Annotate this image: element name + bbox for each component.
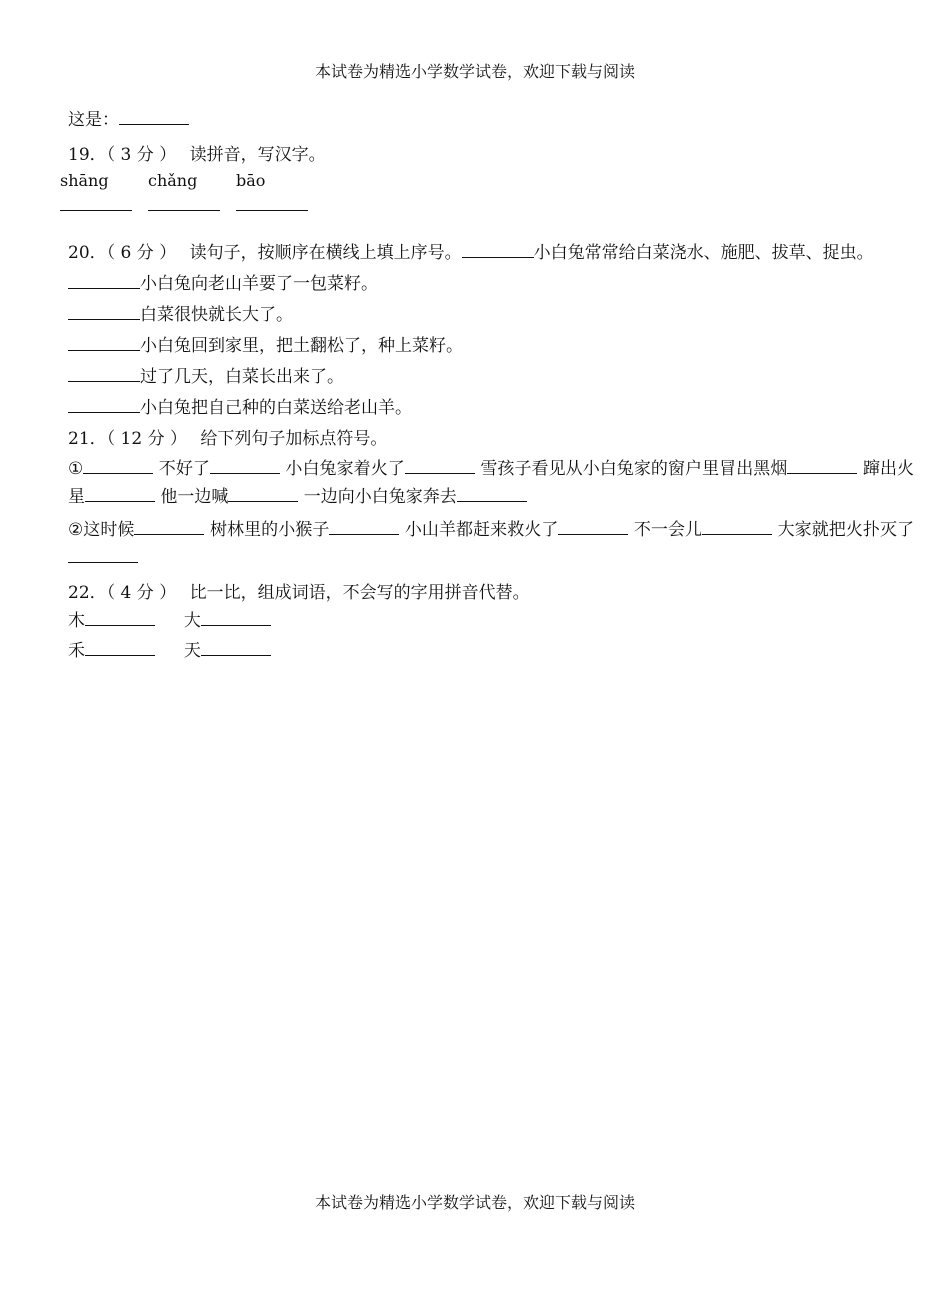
sentence: 小白兔向老山羊要了一包菜籽。 xyxy=(140,274,378,294)
text-segment: ②这时候 xyxy=(68,520,135,540)
char-label: 大 xyxy=(183,611,201,631)
question-number: 19．（ xyxy=(68,145,116,165)
question-20 xyxy=(68,242,874,264)
page-header: 本试卷为精选小学数学试卷，欢迎下载与阅读 xyxy=(314,62,635,81)
punct-blank[interactable] xyxy=(329,519,399,535)
question-prompt: 比一比，组成词语，不会写的字用拼音代替。 xyxy=(189,583,530,603)
order-blank[interactable] xyxy=(68,397,140,413)
question-score: 3 分 xyxy=(120,145,154,165)
punct-blank[interactable] xyxy=(405,458,475,474)
sentence: 白菜很快就长大了。 xyxy=(140,305,293,325)
question-number: 21．（ xyxy=(68,429,116,449)
punct-blank[interactable] xyxy=(457,486,527,502)
word-blank[interactable] xyxy=(85,610,155,626)
order-blank[interactable] xyxy=(68,273,140,289)
order-blank[interactable] xyxy=(68,304,140,320)
order-blank[interactable] xyxy=(68,366,140,382)
page-footer: 本试卷为精选小学数学试卷，欢迎下载与阅读 xyxy=(314,1193,635,1212)
question-prompt: 读句子，按顺序在横线上填上序号。 xyxy=(189,243,462,263)
order-blank[interactable] xyxy=(462,242,534,258)
char-label: 禾 xyxy=(68,641,85,661)
sentence-row xyxy=(68,366,344,388)
pinyin-2: chǎng xyxy=(148,171,198,190)
punct-blank[interactable] xyxy=(83,458,153,474)
pinyin-blank-3[interactable] xyxy=(236,196,308,211)
question-prompt: 给下列句子加标点符号。 xyxy=(200,429,388,449)
question-score-close: ） xyxy=(159,583,177,603)
q18-tail xyxy=(68,109,189,131)
question-score-close: ） xyxy=(159,145,177,165)
text-segment: 树林里的小猴子 xyxy=(204,520,330,540)
word-row-1 xyxy=(68,610,271,632)
text-segment: 小山羊都赶来救火了 xyxy=(399,520,559,540)
sentence: 小白兔把自己种的白菜送给老山羊。 xyxy=(140,398,412,418)
q18-tail-label: 这是： xyxy=(68,110,119,130)
punct-blank[interactable] xyxy=(702,519,772,535)
answer-blank[interactable] xyxy=(119,109,189,125)
text-segment: 不一会儿 xyxy=(628,520,703,540)
pinyin-blank-1[interactable] xyxy=(60,196,132,211)
question-number: 22．（ xyxy=(68,583,116,603)
char-label: 天 xyxy=(183,641,201,661)
text-segment: 雪孩子看见从小白兔家的窗户里冒出黑烟 xyxy=(474,459,788,479)
pinyin-1: shāng xyxy=(60,171,109,190)
text-segment: 大家就把火扑灭了 xyxy=(772,520,914,540)
punct-blank[interactable] xyxy=(210,458,280,474)
question-prompt: 读拼音，写汉字。 xyxy=(189,145,326,165)
text-segment: 蹿出火星 xyxy=(68,459,915,507)
sentence-row xyxy=(68,335,463,357)
text-segment: 不好了 xyxy=(153,459,210,479)
question-score: 6 分 xyxy=(120,243,154,263)
word-blank[interactable] xyxy=(85,640,155,656)
punct-blank[interactable] xyxy=(134,519,204,535)
punct-blank[interactable] xyxy=(787,458,857,474)
order-blank[interactable] xyxy=(68,335,140,351)
punctuation-item-2 xyxy=(68,516,914,572)
punct-blank[interactable] xyxy=(558,519,628,535)
sentence: 过了几天，白菜长出来了。 xyxy=(140,367,344,387)
text-segment: 他一边喊 xyxy=(155,487,229,507)
sentence: 小白兔回到家里，把土翻松了，种上菜籽。 xyxy=(140,336,463,356)
word-row-2 xyxy=(68,640,271,662)
sentence: 小白兔常常给白菜浇水、施肥、拔草、捉虫。 xyxy=(533,243,874,263)
text-segment: 一边向小白兔家奔去 xyxy=(298,487,457,507)
text-segment: ① xyxy=(68,459,84,479)
sentence-row xyxy=(68,273,378,295)
question-19 xyxy=(68,144,326,166)
question-score: 12 分 xyxy=(120,429,165,449)
char-label: 木 xyxy=(68,611,85,631)
text-segment: 小白兔家着火了 xyxy=(279,459,405,479)
sentence-row xyxy=(68,397,412,419)
question-21 xyxy=(68,428,387,450)
question-score: 4 分 xyxy=(120,583,154,603)
pinyin-3: bāo xyxy=(236,171,266,190)
pinyin-blank-2[interactable] xyxy=(148,196,220,211)
question-22 xyxy=(68,582,530,604)
question-score-close: ） xyxy=(170,429,187,449)
word-blank[interactable] xyxy=(201,640,271,656)
question-score-close: ） xyxy=(159,243,177,263)
word-blank[interactable] xyxy=(201,610,271,626)
punct-blank[interactable] xyxy=(68,547,138,563)
question-number: 20．（ xyxy=(68,243,116,263)
punct-blank[interactable] xyxy=(85,486,155,502)
sentence-row xyxy=(68,304,293,326)
punct-blank[interactable] xyxy=(228,486,298,502)
punctuation-item-1 xyxy=(68,455,914,511)
